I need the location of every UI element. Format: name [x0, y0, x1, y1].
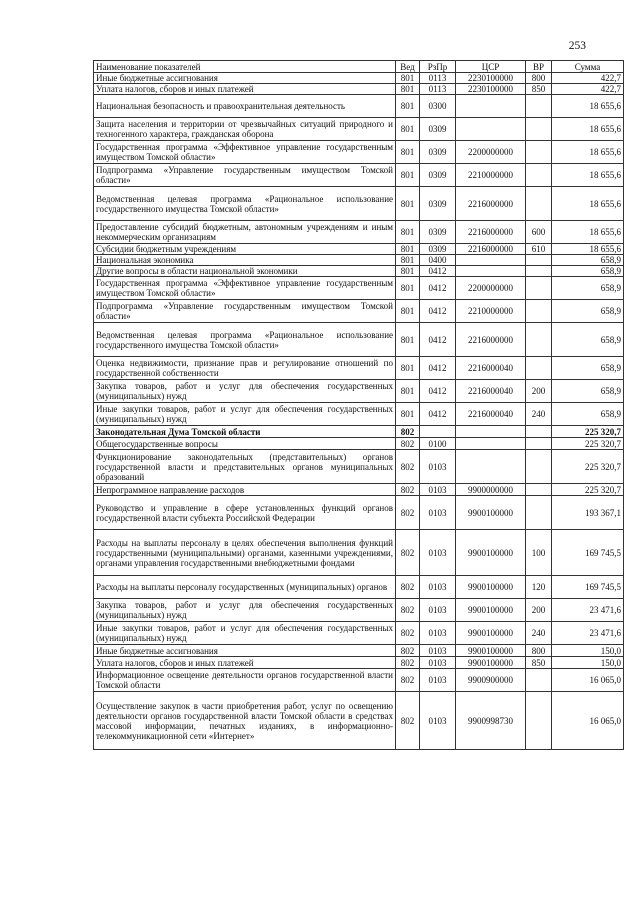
- table-row: [94, 692, 624, 750]
- cell-csr: 9900100000: [456, 576, 526, 599]
- cell-ved: 802: [396, 669, 420, 692]
- cell-ved: 801: [396, 164, 420, 187]
- cell-sum: 18 655,6: [552, 164, 624, 187]
- header-rzpr: РзПр: [420, 61, 456, 73]
- cell-csr: [456, 95, 526, 118]
- cell-vr: 850: [526, 84, 552, 95]
- table-row: [94, 403, 624, 426]
- cell-rzpr: 0400: [420, 255, 456, 266]
- cell-name: Общегосударственные вопросы: [94, 438, 396, 450]
- cell-vr: [526, 438, 552, 450]
- cell-ved: 801: [396, 221, 420, 244]
- cell-ved: 802: [396, 576, 420, 599]
- table-row: [94, 438, 624, 450]
- cell-vr: 610: [526, 244, 552, 255]
- cell-name: Другие вопросы в области национальной экономики: [94, 266, 396, 277]
- cell-rzpr: 0103: [420, 450, 456, 484]
- cell-name: Подпрограмма «Управление государственным имуществом Томской области»: [94, 300, 396, 323]
- cell-name: Оценка недвижимости, признание прав и регулирование отношений по государственной собственности: [94, 357, 396, 380]
- cell-sum: 658,9: [552, 300, 624, 323]
- cell-ved: 802: [396, 426, 420, 438]
- cell-rzpr: 0412: [420, 323, 456, 357]
- cell-ved: 801: [396, 403, 420, 426]
- table-row: [94, 141, 624, 164]
- cell-ved: 802: [396, 438, 420, 450]
- table-row: [94, 164, 624, 187]
- cell-csr: [456, 438, 526, 450]
- cell-ved: 802: [396, 450, 420, 484]
- cell-ved: 801: [396, 300, 420, 323]
- cell-vr: [526, 323, 552, 357]
- page-number: 253: [568, 40, 586, 52]
- cell-vr: [526, 255, 552, 266]
- cell-sum: 23 471,6: [552, 622, 624, 645]
- cell-sum: 18 655,6: [552, 244, 624, 255]
- cell-name: Иные закупки товаров, работ и услуг для обеспечения государственных (муниципальных) нужд: [94, 403, 396, 426]
- table-row: [94, 244, 624, 255]
- cell-rzpr: 0103: [420, 484, 456, 496]
- cell-name: Национальная безопасность и правоохранительная деятельность: [94, 95, 396, 118]
- cell-name: Ведомственная целевая программа «Рациональное использование государственного имущества Томской области»: [94, 323, 396, 357]
- cell-name: Расходы на выплаты персоналу государственных (муниципальных) органов: [94, 576, 396, 599]
- cell-rzpr: 0103: [420, 530, 456, 576]
- cell-rzpr: 0412: [420, 266, 456, 277]
- cell-vr: [526, 95, 552, 118]
- header-ved: Вед: [396, 61, 420, 73]
- table-row: [94, 73, 624, 84]
- cell-name: Уплата налогов, сборов и иных платежей: [94, 657, 396, 669]
- cell-name: Закупка товаров, работ и услуг для обеспечения государственных (муниципальных) нужд: [94, 380, 396, 403]
- cell-vr: 200: [526, 380, 552, 403]
- cell-name: Информационное освещение деятельности органов государственной власти Томской области: [94, 669, 396, 692]
- cell-rzpr: 0103: [420, 669, 456, 692]
- cell-vr: 850: [526, 657, 552, 669]
- cell-rzpr: 0309: [420, 244, 456, 255]
- cell-name: Непрограммное направление расходов: [94, 484, 396, 496]
- header-csr: ЦСР: [456, 61, 526, 73]
- cell-vr: [526, 187, 552, 221]
- cell-ved: 801: [396, 255, 420, 266]
- cell-sum: 18 655,6: [552, 187, 624, 221]
- cell-csr: 2216000040: [456, 357, 526, 380]
- cell-sum: 658,9: [552, 403, 624, 426]
- cell-ved: 802: [396, 530, 420, 576]
- cell-csr: 9900100000: [456, 645, 526, 657]
- cell-name: Иные бюджетные ассигнования: [94, 73, 396, 84]
- cell-ved: 802: [396, 496, 420, 530]
- cell-name: Государственная программа «Эффективное управление государственным имуществом Томской области»: [94, 277, 396, 300]
- cell-csr: 2216000040: [456, 380, 526, 403]
- table-row: [94, 622, 624, 645]
- cell-sum: 18 655,6: [552, 141, 624, 164]
- cell-sum: 18 655,6: [552, 118, 624, 141]
- cell-ved: 802: [396, 657, 420, 669]
- cell-csr: 9900100000: [456, 622, 526, 645]
- table-row: [94, 95, 624, 118]
- table-row: [94, 576, 624, 599]
- cell-ved: 801: [396, 73, 420, 84]
- cell-rzpr: 0309: [420, 187, 456, 221]
- cell-ved: 801: [396, 380, 420, 403]
- cell-rzpr: 0309: [420, 141, 456, 164]
- cell-rzpr: 0412: [420, 277, 456, 300]
- cell-rzpr: 0103: [420, 622, 456, 645]
- cell-vr: 100: [526, 530, 552, 576]
- cell-rzpr: 0103: [420, 576, 456, 599]
- cell-rzpr: 0103: [420, 692, 456, 750]
- table-row: [94, 255, 624, 266]
- cell-rzpr: [420, 426, 456, 438]
- cell-ved: 802: [396, 599, 420, 622]
- cell-name: Закупка товаров, работ и услуг для обеспечения государственных (муниципальных) нужд: [94, 599, 396, 622]
- cell-rzpr: 0113: [420, 84, 456, 95]
- cell-sum: 16 065,0: [552, 669, 624, 692]
- table-row: [94, 669, 624, 692]
- cell-csr: 2216000000: [456, 244, 526, 255]
- table-row: [94, 118, 624, 141]
- cell-sum: 16 065,0: [552, 692, 624, 750]
- cell-sum: 658,9: [552, 357, 624, 380]
- cell-vr: [526, 300, 552, 323]
- cell-ved: 801: [396, 95, 420, 118]
- cell-sum: 658,9: [552, 277, 624, 300]
- cell-vr: [526, 484, 552, 496]
- table-row: [94, 300, 624, 323]
- cell-csr: 9900100000: [456, 530, 526, 576]
- cell-name: Уплата налогов, сборов и иных платежей: [94, 84, 396, 95]
- cell-vr: [526, 692, 552, 750]
- cell-name: Законодательная Дума Томской области: [94, 426, 396, 438]
- cell-rzpr: 0309: [420, 164, 456, 187]
- cell-csr: 9900998730: [456, 692, 526, 750]
- cell-rzpr: 0103: [420, 645, 456, 657]
- cell-csr: 9900100000: [456, 657, 526, 669]
- cell-csr: [456, 266, 526, 277]
- cell-rzpr: 0100: [420, 438, 456, 450]
- cell-vr: [526, 426, 552, 438]
- cell-name: Ведомственная целевая программа «Рациональное использование государственного имущества Томской области»: [94, 187, 396, 221]
- cell-rzpr: 0309: [420, 118, 456, 141]
- cell-rzpr: 0309: [420, 221, 456, 244]
- cell-ved: 801: [396, 141, 420, 164]
- cell-ved: 801: [396, 84, 420, 95]
- cell-sum: 169 745,5: [552, 530, 624, 576]
- cell-csr: [456, 255, 526, 266]
- cell-ved: 801: [396, 118, 420, 141]
- cell-csr: 2216000000: [456, 187, 526, 221]
- cell-sum: 150,0: [552, 657, 624, 669]
- cell-name: Иные бюджетные ассигнования: [94, 645, 396, 657]
- cell-sum: 18 655,6: [552, 221, 624, 244]
- cell-sum: 150,0: [552, 645, 624, 657]
- table-header-row: [94, 61, 624, 73]
- cell-sum: 658,9: [552, 255, 624, 266]
- cell-name: Государственная программа «Эффективное управление государственным имуществом Томской области»: [94, 141, 396, 164]
- cell-csr: 9900000000: [456, 484, 526, 496]
- cell-vr: 600: [526, 221, 552, 244]
- table-row: [94, 645, 624, 657]
- cell-csr: [456, 426, 526, 438]
- cell-csr: [456, 450, 526, 484]
- cell-csr: 2210000000: [456, 164, 526, 187]
- cell-rzpr: 0412: [420, 357, 456, 380]
- cell-rzpr: 0412: [420, 403, 456, 426]
- cell-name: Руководство и управление в сфере установленных функций органов государственной власти субъекта Российской Федерации: [94, 496, 396, 530]
- cell-csr: 2200000000: [456, 277, 526, 300]
- header-name: Наименование показателей: [94, 61, 396, 73]
- cell-vr: 200: [526, 599, 552, 622]
- cell-csr: 9900100000: [456, 599, 526, 622]
- cell-vr: [526, 669, 552, 692]
- cell-sum: 422,7: [552, 73, 624, 84]
- cell-vr: [526, 141, 552, 164]
- cell-vr: 800: [526, 645, 552, 657]
- cell-csr: 2216000000: [456, 323, 526, 357]
- cell-csr: 2230100000: [456, 73, 526, 84]
- cell-vr: 240: [526, 622, 552, 645]
- cell-sum: 422,7: [552, 84, 624, 95]
- header-vr: ВР: [526, 61, 552, 73]
- cell-sum: 193 367,1: [552, 496, 624, 530]
- table-row: [94, 266, 624, 277]
- cell-csr: 2216000000: [456, 221, 526, 244]
- cell-ved: 802: [396, 484, 420, 496]
- budget-table: [93, 60, 624, 750]
- cell-ved: 802: [396, 645, 420, 657]
- cell-ved: 801: [396, 266, 420, 277]
- table-row: [94, 496, 624, 530]
- cell-name: Расходы на выплаты персоналу в целях обеспечения выполнения функций государственными (муниципальными) органами, казенными учреждениями, органами управления государственными внебюджетными фондами: [94, 530, 396, 576]
- cell-vr: [526, 357, 552, 380]
- table-row: [94, 323, 624, 357]
- cell-name: Подпрограмма «Управление государственным имуществом Томской области»: [94, 164, 396, 187]
- table-row: [94, 426, 624, 438]
- cell-name: Субсидии бюджетным учреждениям: [94, 244, 396, 255]
- cell-name: Функционирование законодательных (представительных) органов государственной власти и представительных органов муниципальных образований: [94, 450, 396, 484]
- cell-vr: [526, 266, 552, 277]
- cell-vr: [526, 496, 552, 530]
- cell-vr: [526, 164, 552, 187]
- cell-ved: 802: [396, 692, 420, 750]
- cell-rzpr: 0103: [420, 657, 456, 669]
- cell-ved: 801: [396, 187, 420, 221]
- cell-csr: 9900900000: [456, 669, 526, 692]
- cell-ved: 801: [396, 277, 420, 300]
- cell-sum: 169 745,5: [552, 576, 624, 599]
- cell-ved: 801: [396, 357, 420, 380]
- table-row: [94, 187, 624, 221]
- cell-sum: 225 320,7: [552, 438, 624, 450]
- cell-name: Иные закупки товаров, работ и услуг для обеспечения государственных (муниципальных) нужд: [94, 622, 396, 645]
- cell-csr: 2216000040: [456, 403, 526, 426]
- table-row: [94, 221, 624, 244]
- cell-rzpr: 0103: [420, 496, 456, 530]
- cell-ved: 801: [396, 244, 420, 255]
- cell-sum: 225 320,7: [552, 484, 624, 496]
- cell-vr: 120: [526, 576, 552, 599]
- cell-csr: 2210000000: [456, 300, 526, 323]
- cell-sum: 225 320,7: [552, 426, 624, 438]
- cell-rzpr: 0412: [420, 300, 456, 323]
- cell-sum: 658,9: [552, 380, 624, 403]
- table-row: [94, 450, 624, 484]
- cell-vr: [526, 277, 552, 300]
- cell-name: Предоставление субсидий бюджетным, автономным учреждениям и иным некоммерческим организациям: [94, 221, 396, 244]
- header-sum: Сумма: [552, 61, 624, 73]
- cell-sum: 225 320,7: [552, 450, 624, 484]
- cell-csr: 2200000000: [456, 141, 526, 164]
- table-row: [94, 657, 624, 669]
- table-row: [94, 84, 624, 95]
- cell-sum: 23 471,6: [552, 599, 624, 622]
- table-row: [94, 380, 624, 403]
- cell-sum: 18 655,6: [552, 95, 624, 118]
- cell-rzpr: 0300: [420, 95, 456, 118]
- table-row: [94, 599, 624, 622]
- cell-name: Национальная экономика: [94, 255, 396, 266]
- cell-name: Защита населения и территории от чрезвычайных ситуаций природного и техногенного характера, гражданская оборона: [94, 118, 396, 141]
- cell-vr: 240: [526, 403, 552, 426]
- cell-vr: [526, 118, 552, 141]
- cell-rzpr: 0113: [420, 73, 456, 84]
- cell-sum: 658,9: [552, 266, 624, 277]
- table-row: [94, 530, 624, 576]
- table-row: [94, 277, 624, 300]
- cell-csr: [456, 118, 526, 141]
- table-row: [94, 357, 624, 380]
- cell-rzpr: 0412: [420, 380, 456, 403]
- cell-vr: 800: [526, 73, 552, 84]
- table-row: [94, 484, 624, 496]
- cell-name: Осуществление закупок в части приобретения работ, услуг по освещению деятельности органов государственной власти Томской области в средствах массовой информации, печатных изданиях, в информационно-телекоммуникационной сети «Интернет»: [94, 692, 396, 750]
- cell-sum: 658,9: [552, 323, 624, 357]
- cell-ved: 802: [396, 622, 420, 645]
- cell-csr: 2230100000: [456, 84, 526, 95]
- cell-ved: 801: [396, 323, 420, 357]
- cell-vr: [526, 450, 552, 484]
- cell-rzpr: 0103: [420, 599, 456, 622]
- cell-csr: 9900100000: [456, 496, 526, 530]
